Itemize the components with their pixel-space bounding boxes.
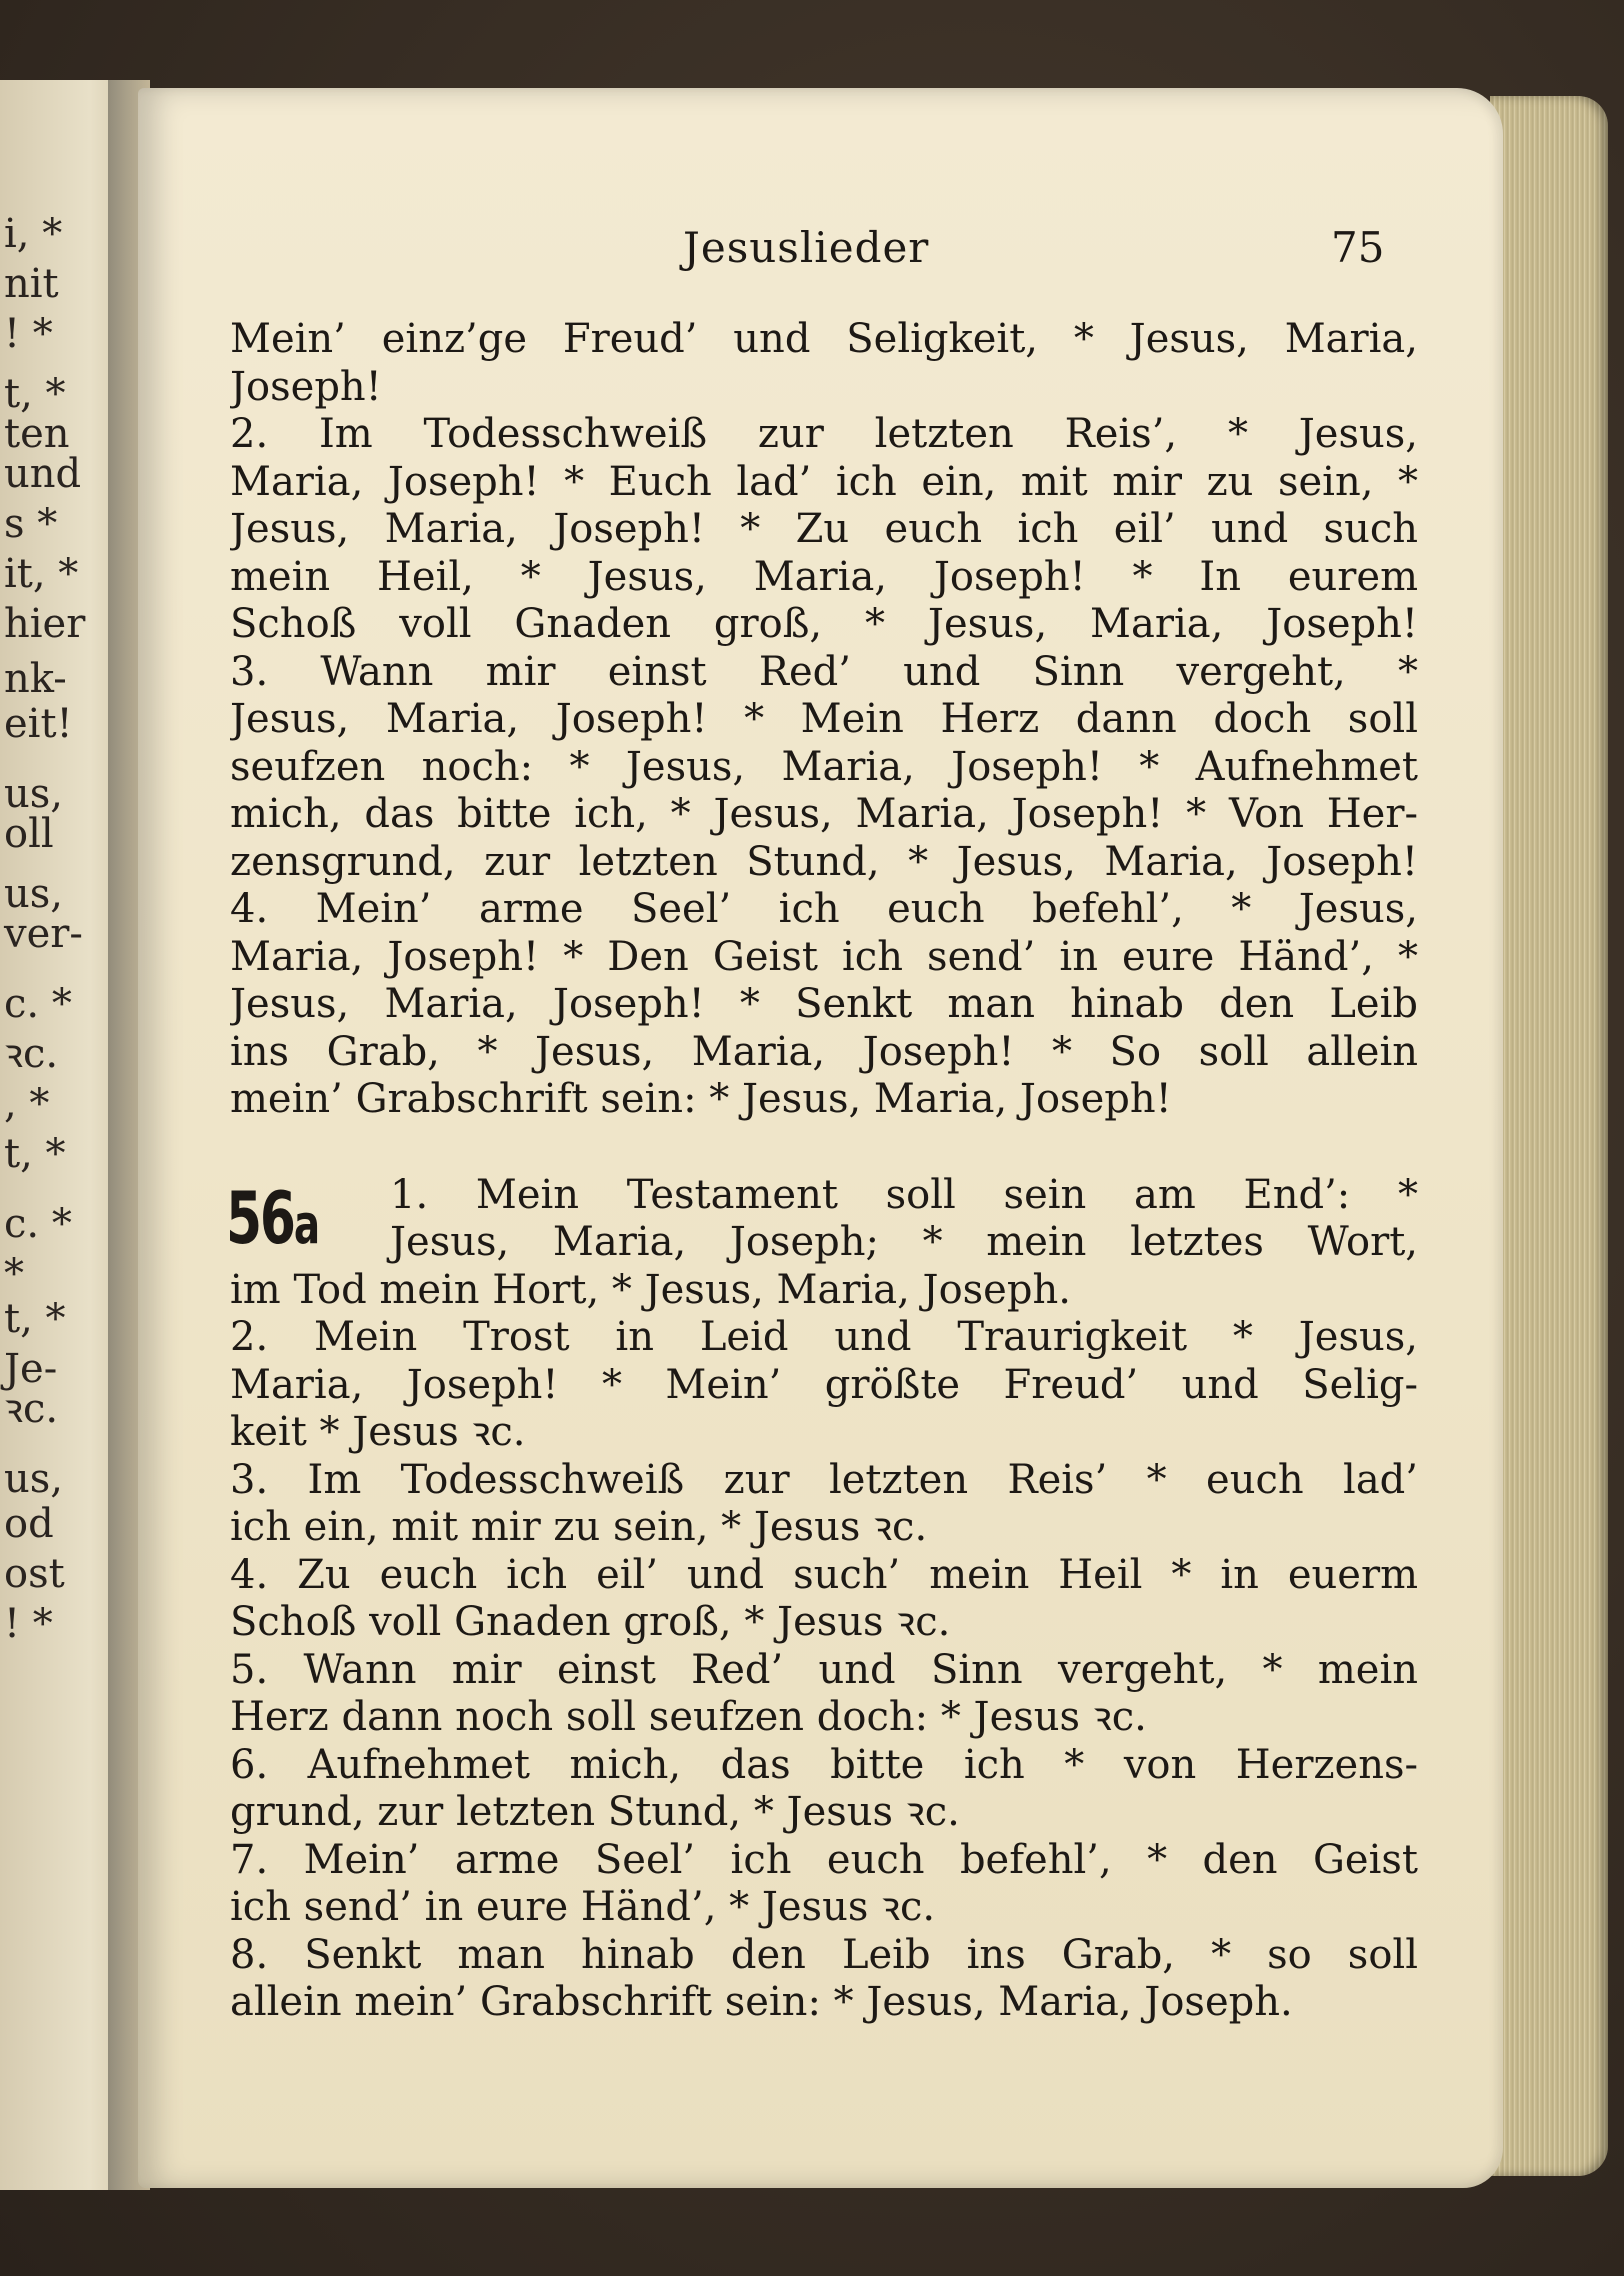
text-line: Herz dann noch soll seufzen doch: * Jesus ꝛc. [230, 1694, 1147, 1740]
text-line: zensgrund, zur letzten Stund, * Jesus, Maria, Joseph! [230, 838, 1418, 885]
hymn-previous-continuation [230, 316, 1418, 1124]
left-page-fragment: nk- [4, 656, 67, 702]
text-line: 3. Wann mir einst Red’ und Sinn vergeht, * [230, 648, 1418, 695]
left-page-fragment: nit [4, 261, 59, 307]
text-line: 2. Mein Trost in Leid und Traurigkeit * Jesus, [230, 1314, 1418, 1360]
text-line: 3. Im Todesschweiß zur letzten Reis’ * euch lad’ [230, 1456, 1418, 1503]
text-line: 4. Mein’ arme Seel’ ich euch befehl’, * Jesus, [230, 886, 1418, 932]
left-page-fragment: s * [4, 501, 58, 547]
text-line: Schoß voll Gnaden groß, * Jesus ꝛc. [230, 1599, 951, 1645]
text-line: im Tod mein Hort, * Jesus, Maria, Joseph. [230, 1266, 1071, 1313]
left-page-fragment: oll [4, 811, 54, 857]
left-page-fragment: Je- [4, 1346, 58, 1392]
page-edges [1490, 96, 1608, 2176]
left-page-fragment: ver- [4, 911, 83, 957]
text-line: Jesus, Maria, Joseph! * Mein Herz dann doch soll [230, 696, 1418, 742]
hymn-number-digits: 56 [226, 1175, 294, 1260]
text-line: seufzen noch: * Jesus, Maria, Joseph! * Aufnehmet [230, 743, 1418, 790]
page-body [226, 316, 1418, 2027]
left-page-fragment: us, [4, 871, 64, 917]
text-line: 5. Wann mir einst Red’ und Sinn vergeht, * mein [230, 1646, 1418, 1693]
text-line: 6. Aufnehmet mich, das bitte ich * von Herzens- [230, 1741, 1418, 1788]
text-line: 1. Mein Testament soll sein am End’: * [390, 1171, 1418, 1218]
hymn-number [226, 1172, 318, 1271]
running-title: Jesuslieder [683, 223, 930, 272]
left-page-fragment: t, * [4, 1296, 66, 1342]
text-line: 2. Im Todesschweiß zur letzten Reis’, * Jesus, [230, 411, 1418, 457]
text-line: 7. Mein’ arme Seel’ ich euch befehl’, * den Geist [230, 1836, 1418, 1883]
left-page-fragment: c. * [4, 981, 72, 1027]
text-line: Joseph! [230, 363, 382, 410]
text-line: grund, zur letzten Stund, * Jesus ꝛc. [230, 1789, 960, 1835]
left-page-fragment: eit! [4, 701, 73, 747]
page-number: 75 [1331, 223, 1385, 272]
text-line: allein mein’ Grabschrift sein: * Jesus, Maria, Joseph. [230, 1979, 1293, 2025]
text-line: keit * Jesus ꝛc. [230, 1409, 526, 1455]
section-gap [230, 1124, 1418, 1172]
left-page-fragment: , * [4, 1081, 50, 1127]
left-page-fragment: us, [4, 1456, 64, 1502]
left-page-fragment: * [4, 1251, 24, 1297]
hymn-56a [226, 1171, 1418, 2027]
text-line: mein’ Grabschrift sein: * Jesus, Maria, Joseph! [230, 1076, 1172, 1122]
left-page-fragment: hier [4, 601, 86, 647]
left-page-fragment: od [4, 1501, 54, 1547]
text-line: Maria, Joseph! * Mein’ größte Freud’ und Selig- [230, 1361, 1418, 1408]
left-page-fragment: ost [4, 1551, 65, 1597]
hymn-56a-text [230, 1172, 1418, 2027]
hymn-number-suffix: a [293, 1192, 318, 1256]
left-page-fragment: i, * [4, 211, 63, 257]
left-page-fragment: t, * [4, 371, 66, 417]
left-page-fragment: ꝛc. [4, 1386, 59, 1432]
left-page-fragment: us, [4, 771, 64, 817]
text-line: Maria, Joseph! * Euch lad’ ich ein, mit mir zu sein, * [230, 458, 1418, 505]
text-line: ins Grab, * Jesus, Maria, Joseph! * So soll allein [230, 1028, 1418, 1075]
text-line: ich ein, mit mir zu sein, * Jesus ꝛc. [230, 1504, 928, 1550]
left-page-fragment: ten [4, 411, 70, 457]
text-line: Jesus, Maria, Joseph! * Senkt man hinab den Leib [230, 981, 1418, 1027]
book-page [138, 88, 1503, 2188]
left-page-fragment: it, * [4, 551, 79, 597]
left-page-fragment: c. * [4, 1201, 72, 1247]
left-page-fragment: ꝛc. [4, 1031, 59, 1077]
text-line: 8. Senkt man hinab den Leib ins Grab, * so soll [230, 1931, 1418, 1978]
left-page-fragment: ! * [4, 311, 53, 357]
text-line: Jesus, Maria, Joseph! * Zu euch ich eil’ und such [230, 506, 1418, 552]
text-line: mein Heil, * Jesus, Maria, Joseph! * In eurem [230, 553, 1418, 600]
left-page-fragment: t, * [4, 1131, 66, 1177]
text-line: Schoß voll Gnaden groß, * Jesus, Maria, Joseph! [230, 601, 1418, 647]
text-line: Maria, Joseph! * Den Geist ich send’ in eure Händ’, * [230, 933, 1418, 980]
text-line: 4. Zu euch ich eil’ und such’ mein Heil * in euerm [230, 1551, 1418, 1598]
page-header [138, 223, 1503, 283]
left-page-fragment: ! * [4, 1601, 53, 1647]
text-line: Jesus, Maria, Joseph; * mein letztes Wort, [390, 1219, 1418, 1265]
text-line: Mein’ einz’ge Freud’ und Seligkeit, * Jesus, Maria, [230, 316, 1418, 362]
text-line: ich send’ in eure Händ’, * Jesus ꝛc. [230, 1884, 936, 1930]
left-page-fragment: und [4, 451, 82, 497]
text-line: mich, das bitte ich, * Jesus, Maria, Joseph! * Von Her- [230, 791, 1418, 837]
